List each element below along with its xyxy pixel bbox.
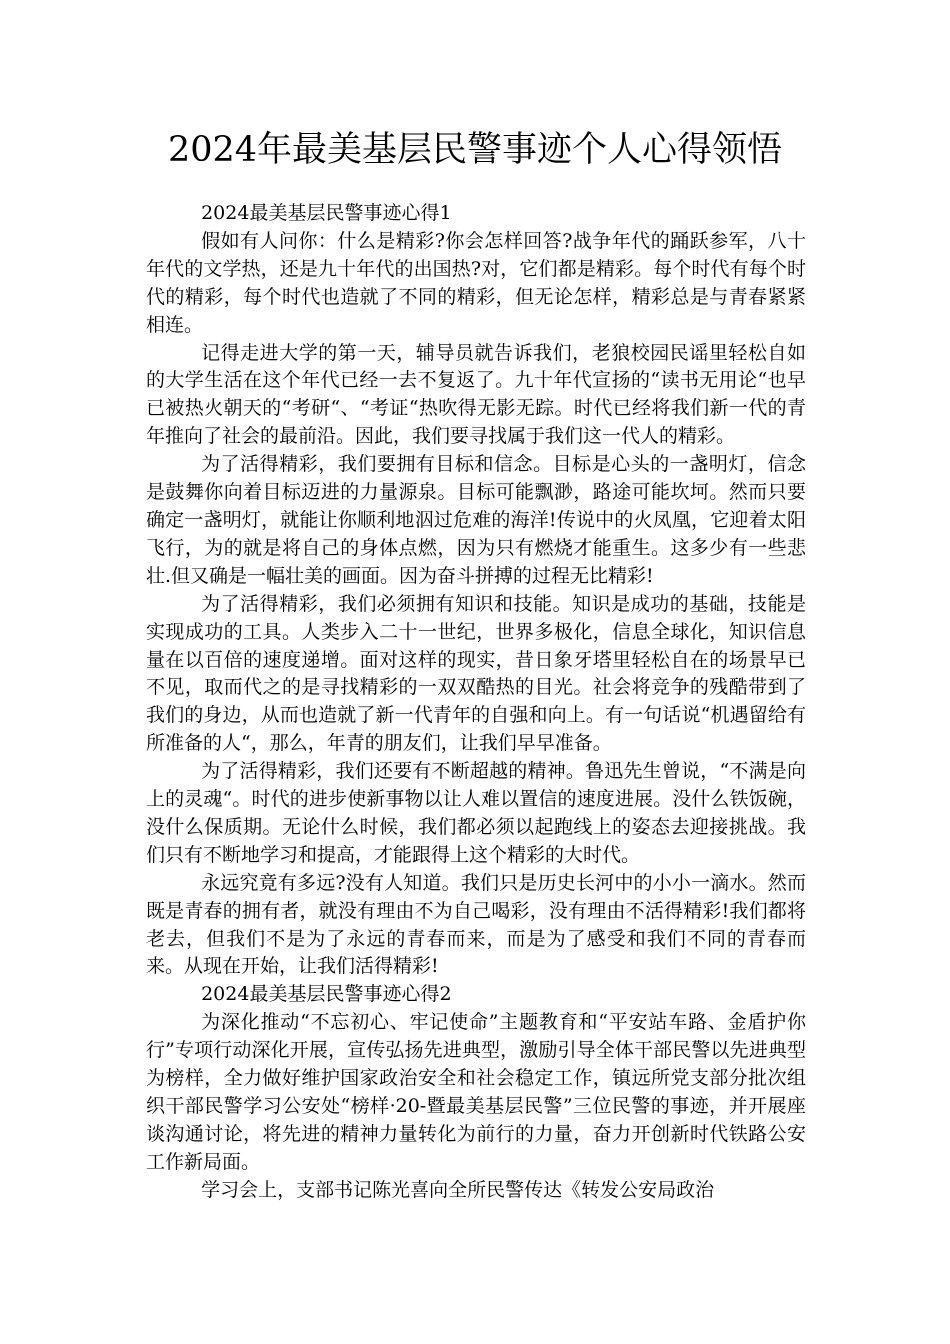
paragraph: 为了活得精彩，我们要拥有目标和信念。目标是心头的一盏明灯，信念是鼓舞你向着目标迈进的力量源泉。目标可能飘渺，路途可能坎坷。然而只要确定一盏明灯，就能让你顺利地泅过危难的海洋!传说中的火凤凰，它迎着太阳飞行，为的就是将自己的身体点燃，因为只有燃烧才能重生。这多少有一些悲壮.但又确是一幅壮美的画面。因为奋斗拼搏的过程无比精彩!	[146, 453, 806, 587]
paragraph: 为了活得精彩，我们必须拥有知识和技能。知识是成功的基础，技能是实现成功的工具。人类步入二十一世纪，世界多极化，信息全球化，知识信息量在以百倍的速度递增。面对这样的现实，昔日象牙塔里轻松自在的场景早已不见，取而代之的是寻找精彩的一双双酷热的目光。社会将竞争的残酷带到了我们的身边，从而也造就了新一代青年的自强和向上。有一句话说“机遇留给有所准备的人“，那么，年青的朋友们，让我们早早准备。	[146, 592, 806, 755]
paragraph: 为深化推动“不忘初心、牢记使命”主题教育和“平安站车路、金盾护你行”专项行动深化开展，宣传弘扬先进典型，激励引导全体干部民警以先进典型为榜样，全力做好维护国家政治安全和社会稳定工作，镇远所党支部分批次组织干部民警学习公安处“榜样·20-暨最美基层民警”三位民警的事迹，并开展座谈沟通讨论，将先进的精神力量转化为前行的力量，奋力开创新时代铁路公安工作新局面。	[146, 1011, 806, 1173]
paragraph: 假如有人问你：什么是精彩?你会怎样回答?战争年代的踊跃参军，八十年代的文学热，还是九十年代的出国热?对，它们都是精彩。每个时代有每个时代的精彩，每个时代也造就了不同的精彩，但无论怎样，精彩总是与青春紧紧相连。	[146, 229, 806, 336]
section-heading: 2024最美基层民警事迹心得2	[201, 983, 452, 1006]
document-body	[146, 200, 806, 1205]
paragraph: 永远究竟有多远?没有人知道。我们只是历史长河中的小小一滴水。然而既是青春的拥有者，就没有理由不为自己喝彩，没有理由不活得精彩!我们都将老去，但我们不是为了永远的青春而来，而是为了感受和我们不同的青春而来。从现在开始，让我们活得精彩!	[146, 871, 806, 978]
paragraph: 记得走进大学的第一天，辅导员就告诉我们，老狼校园民谣里轻松自如的大学生活在这个年代已经一去不复返了。九十年代宣扬的“读书无用论“也早已被热火朝天的“考研“、“考证“热吹得无影无踪。时代已经将我们新一代的青年推向了社会的最前沿。因此，我们要寻找属于我们这一代人的精彩。	[146, 341, 806, 448]
paragraph: 为了活得精彩，我们还要有不断超越的精神。鲁迅先生曾说，“不满是向上的灵魂“。时代的进步使新事物以让人难以置信的速度进展。没什么铁饭碗，没什么保质期。无论什么时候，我们都必须以起跑线上的姿态去迎接挑战。我们只有不断地学习和提高，才能跟得上这个精彩的大时代。	[146, 760, 806, 866]
section-heading: 2024最美基层民警事迹心得1	[201, 202, 452, 224]
document-title: 2024年最美基层民警事迹个人心得领悟	[167, 130, 783, 170]
paragraph: 学习会上，支部书记陈光喜向全所民警传达《转发公安局政治	[201, 1178, 715, 1201]
